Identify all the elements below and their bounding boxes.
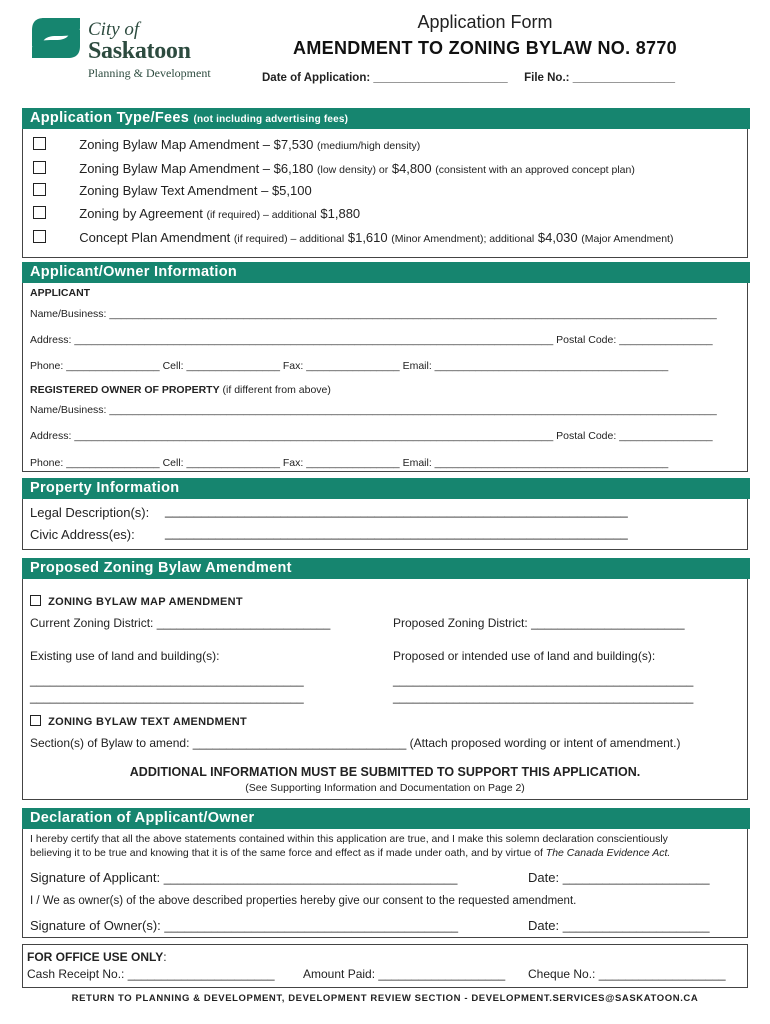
city-logo	[30, 16, 230, 78]
file-number-field[interactable]: ________________	[572, 72, 676, 84]
applicant-email-field[interactable]: ________________________________________	[434, 360, 669, 372]
current-zoning-row	[30, 616, 330, 630]
phone-label: Phone:	[30, 360, 64, 372]
map-amendment-checkbox[interactable]	[30, 595, 41, 606]
return-instructions-footer: RETURN TO PLANNING & DEVELOPMENT, DEVELOPMENT REVIEW SECTION - DEVELOPMENT.SERVICES@SASKATOON.CA	[71, 993, 699, 1004]
fee-option-note: (if required) – additional	[233, 233, 345, 245]
additional-info-notice: ADDITIONAL INFORMATION MUST BE SUBMITTED TO SUPPORT THIS APPLICATION.	[129, 765, 641, 779]
phone-label: Phone:	[30, 457, 64, 469]
document-title: AMENDMENT TO ZONING BYLAW NO. 8770	[293, 38, 677, 58]
bylaw-section-field[interactable]: ________________________________	[192, 736, 407, 750]
declaration-text-line-2	[30, 847, 670, 859]
amount-paid-label: Amount Paid:	[303, 967, 376, 981]
fee-option-label: Zoning Bylaw Text Amendment – $5,100	[79, 183, 312, 198]
office-use-box	[22, 944, 748, 988]
applicant-contact-row	[30, 360, 668, 372]
cash-receipt-field[interactable]: ______________________	[127, 967, 275, 981]
map-amendment-label: ZONING BYLAW MAP AMENDMENT	[48, 596, 243, 608]
postal-code-label: Postal Code:	[556, 430, 617, 442]
cell-label: Cell:	[162, 457, 184, 469]
section-applicant-owner	[22, 262, 748, 472]
fee-checkbox[interactable]	[33, 161, 46, 174]
owner-note: (if different from above)	[222, 384, 331, 396]
fee-option-label: Concept Plan Amendment	[79, 230, 231, 245]
document-meta	[262, 72, 675, 84]
applicant-fax-field[interactable]: ________________	[306, 360, 400, 372]
section-proposed-amendment	[22, 558, 748, 800]
address-label: Address:	[30, 430, 72, 442]
fees-heading-note: (not including advertising fees)	[193, 114, 349, 125]
section-heading-property: Property Information	[22, 478, 750, 499]
owner-fax-field[interactable]: ________________	[306, 457, 400, 469]
intended-use-field[interactable]: _____________________________________________	[393, 673, 694, 687]
cell-label: Cell:	[162, 360, 184, 372]
date-of-application-label: Date of Application:	[262, 72, 371, 84]
logo-name-text: Saskatoon	[88, 38, 191, 64]
fee-option-label: Zoning Bylaw Map Amendment – $7,530	[79, 137, 314, 152]
fee-option-amount: $1,610	[347, 230, 388, 245]
applicant-cell-field[interactable]: ________________	[186, 360, 280, 372]
owner-consent-text: I / We as owner(s) of the above described properties hereby give our consent to the requested amendment.	[30, 895, 577, 907]
section-property	[22, 478, 748, 550]
name-label: Name/Business:	[30, 308, 107, 320]
owner-date-row	[528, 918, 710, 933]
owner-label: REGISTERED OWNER OF PROPERTY	[30, 384, 220, 396]
email-label: Email:	[402, 360, 432, 372]
postal-code-label: Postal Code:	[556, 334, 617, 346]
email-label: Email:	[402, 457, 432, 469]
fee-option-amount: $4,800	[391, 161, 432, 176]
current-zoning-label: Current Zoning District:	[30, 616, 154, 630]
section-declaration	[22, 808, 748, 938]
logo-department-text: Planning & Development	[88, 66, 211, 80]
fee-option-row	[33, 137, 737, 152]
cash-receipt-row	[27, 967, 275, 981]
office-use-colon: :	[163, 950, 167, 964]
fee-checkbox[interactable]	[33, 183, 46, 196]
text-amendment-checkbox[interactable]	[30, 715, 41, 726]
office-use-heading	[27, 950, 167, 964]
evidence-act-citation: The Canada Evidence Act.	[545, 847, 671, 859]
cheque-number-field[interactable]: ___________________	[598, 967, 726, 981]
date-of-application-field[interactable]: _____________________	[373, 72, 508, 84]
legal-description-field[interactable]: ________________________________________________________________	[165, 503, 628, 518]
applicant-name-row	[30, 308, 717, 320]
owner-cell-field[interactable]: ________________	[186, 457, 280, 469]
applicant-phone-field[interactable]: ________________	[66, 360, 160, 372]
applicant-address-row	[30, 334, 713, 346]
office-use-title: FOR OFFICE USE ONLY	[27, 950, 164, 964]
fax-label: Fax:	[282, 360, 304, 372]
section-heading-fees	[22, 108, 750, 129]
owner-phone-field[interactable]: ________________	[66, 457, 160, 469]
proposed-zoning-field[interactable]: _______________________	[531, 616, 685, 630]
applicant-name-field[interactable]: ________________________________________________________________________________________________________	[109, 308, 717, 320]
bylaw-section-label: Section(s) of Bylaw to amend:	[30, 736, 190, 750]
existing-use-field[interactable]: _________________________________________	[30, 673, 304, 687]
map-amendment-row	[30, 595, 243, 608]
address-label: Address:	[30, 334, 72, 346]
bylaw-section-note: (Attach proposed wording or intent of amendment.)	[409, 736, 681, 750]
date-label: Date:	[528, 918, 560, 933]
owner-email-field[interactable]: ________________________________________	[434, 457, 669, 469]
fee-option-amount: $4,030	[537, 230, 578, 245]
section-heading-proposed: Proposed Zoning Bylaw Amendment	[22, 558, 750, 579]
owner-signature-row	[30, 918, 458, 933]
civic-address-label: Civic Address(es):	[30, 527, 135, 542]
form-header	[0, 0, 770, 100]
declaration-text: believing it to be true and knowing that it is of the same force and effect as if made under oath, and by virtue of	[30, 847, 543, 859]
applicant-signature-row	[30, 870, 457, 885]
fee-checkbox[interactable]	[33, 230, 46, 243]
proposed-zoning-row	[393, 616, 685, 630]
applicant-signature-label: Signature of Applicant:	[30, 870, 161, 885]
owner-signature-label: Signature of Owner(s):	[30, 918, 161, 933]
name-label: Name/Business:	[30, 404, 107, 416]
legal-description-row	[30, 505, 149, 520]
applicant-signature-field[interactable]: ____________________________________________	[163, 871, 458, 885]
cash-receipt-label: Cash Receipt No.:	[27, 967, 125, 981]
text-amendment-row	[30, 715, 247, 728]
owner-name-field[interactable]: ________________________________________________________________________________________________________	[109, 404, 717, 416]
fee-option-row	[33, 183, 737, 198]
proposed-zoning-label: Proposed Zoning District:	[393, 616, 528, 630]
file-number-label: File No.:	[524, 72, 570, 84]
logo-city-text: City of	[88, 19, 140, 40]
amount-paid-row	[303, 967, 505, 981]
cheque-number-row	[528, 967, 726, 981]
declaration-text-line-1: I hereby certify that all the above statements contained within this application are true, and I make this solemn declaration conscientiously	[30, 833, 668, 845]
fees-heading-text: Application Type/Fees	[30, 110, 190, 126]
owner-contact-row	[30, 457, 668, 469]
applicant-address-field[interactable]: __________________________________________________________________________________	[74, 334, 554, 346]
date-label: Date:	[528, 870, 560, 885]
owner-name-row	[30, 404, 717, 416]
document-type: Application Form	[417, 12, 553, 32]
applicant-date-field[interactable]: ______________________	[562, 871, 710, 885]
fee-checkbox[interactable]	[33, 206, 46, 219]
fee-option-row	[33, 230, 737, 245]
section-heading-applicant: Applicant/Owner Information	[22, 262, 750, 283]
fee-option-note: (if required) – additional	[206, 209, 317, 221]
amount-paid-field[interactable]: ___________________	[378, 967, 506, 981]
owner-postal-field[interactable]: ________________	[619, 430, 713, 442]
fax-label: Fax:	[282, 457, 304, 469]
fee-option-note: (Major Amendment)	[581, 233, 674, 245]
applicant-date-row	[528, 870, 710, 885]
owner-signature-field[interactable]: ____________________________________________	[164, 919, 459, 933]
section-heading-declaration: Declaration of Applicant/Owner	[22, 808, 750, 829]
applicant-postal-field[interactable]: ________________	[619, 334, 713, 346]
owner-address-row	[30, 430, 713, 442]
fee-option-row	[33, 206, 737, 221]
fee-option-note: (medium/high density)	[317, 140, 421, 152]
fee-checkbox[interactable]	[33, 137, 46, 150]
current-zoning-field[interactable]: __________________________	[156, 616, 331, 630]
owner-address-field[interactable]: __________________________________________________________________________________	[74, 430, 554, 442]
text-amendment-label: ZONING BYLAW TEXT AMENDMENT	[48, 716, 248, 728]
fee-option-note: (low density) or	[317, 164, 389, 176]
fee-option-note: (Minor Amendment); additional	[391, 233, 535, 245]
existing-use-label: Existing use of land and building(s):	[30, 649, 220, 663]
additional-info-note: (See Supporting Information and Documentation on Page 2)	[245, 782, 525, 794]
bylaw-section-row	[30, 736, 680, 750]
existing-use-field[interactable]: _________________________________________	[30, 690, 304, 704]
section-application-fees	[22, 108, 748, 258]
fee-option-amount: $1,880	[320, 206, 361, 221]
civic-address-field[interactable]: ________________________________________________________________	[165, 525, 628, 540]
intended-use-label: Proposed or intended use of land and building(s):	[393, 649, 656, 663]
city-logo-mark	[30, 16, 82, 60]
owner-label-row	[30, 384, 331, 396]
intended-use-field[interactable]: _____________________________________________	[393, 690, 694, 704]
fee-option-row	[33, 161, 737, 176]
civic-address-row	[30, 527, 135, 542]
owner-date-field[interactable]: ______________________	[562, 919, 710, 933]
fee-option-note: (consistent with an approved concept plan)	[435, 164, 635, 176]
applicant-label: APPLICANT	[30, 287, 91, 299]
fee-option-label: Zoning by Agreement	[79, 206, 203, 221]
fee-option-label: Zoning Bylaw Map Amendment – $6,180	[79, 161, 314, 176]
legal-description-label: Legal Description(s):	[30, 505, 150, 520]
cheque-number-label: Cheque No.:	[528, 967, 596, 981]
